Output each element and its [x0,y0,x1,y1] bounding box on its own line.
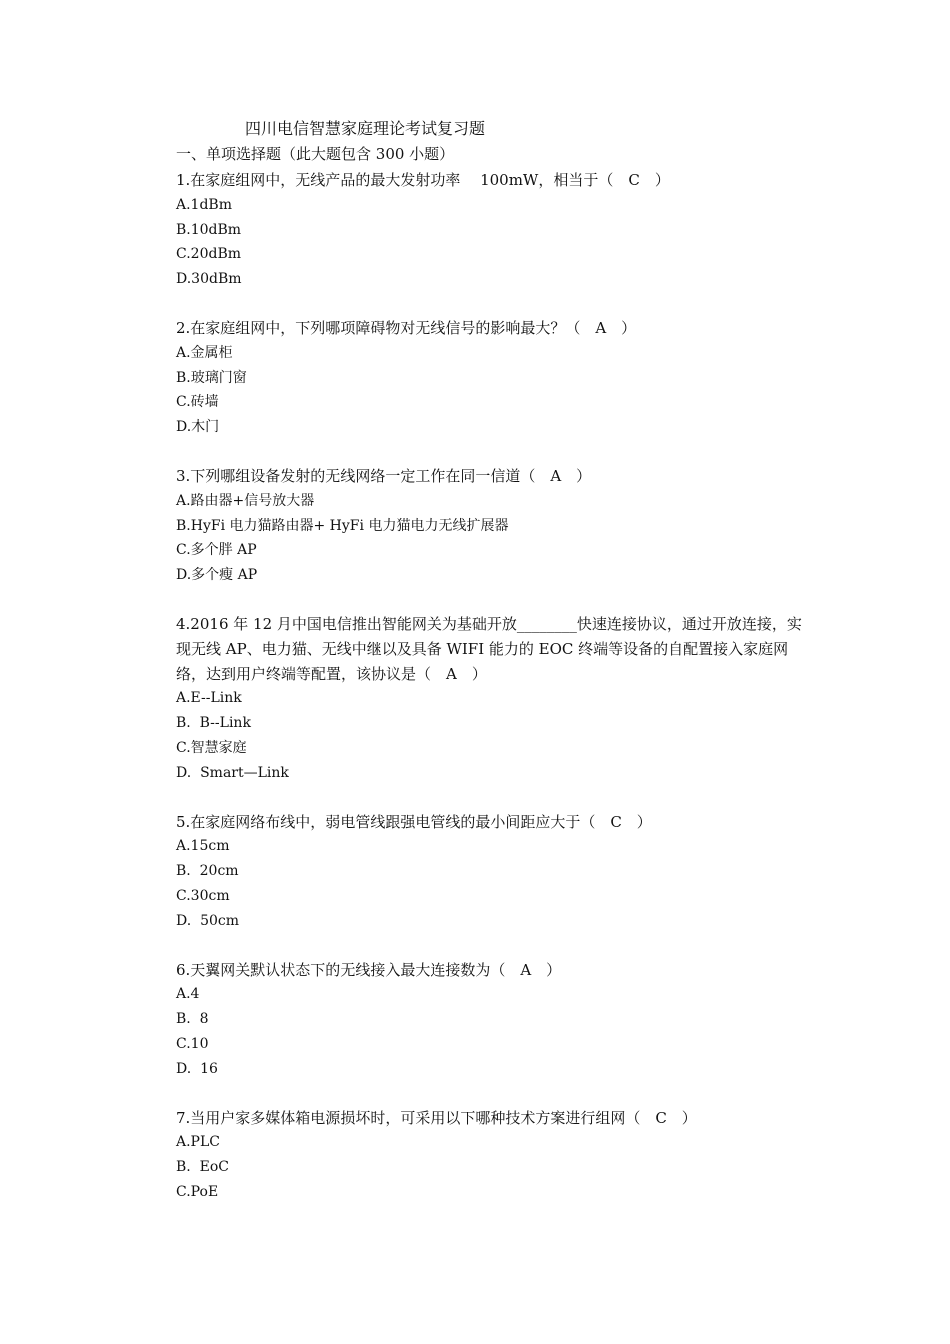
option-b: B. 8 [176,1011,209,1028]
option-b: B.10dBm [176,221,242,238]
option-a: A.4 [176,986,200,1003]
question-stem: 7.当用户家多媒体箱电源损坏时，可采用以下哪种技术方案进行组网（ C ） [176,1108,697,1127]
option-d: D.木门 [176,419,220,436]
option-a: A.金属柜 [176,344,233,361]
question-stem: 5.在家庭网络布线中，弱电管线跟强电管线的最小间距应大于（ C ） [176,812,652,831]
option-c: C.智慧家庭 [176,739,247,756]
question-1 [176,168,816,292]
question-5 [176,810,816,934]
option-d: D. Smart—Link [176,764,289,781]
option-b: B. B--Link [176,715,251,732]
option-d: D.30dBm [176,271,242,288]
question-stem: 4.2016 年 12 月中国电信推出智能网关为基础开放________快速连接协议，通过开放连接，实现无线 AP、电力猫、无线中继以及具备 WIFI 能力的 EOC 终端等设备的自配置接入家庭网络，达到用户终端等配置，该协议是（ A ） [176,614,802,683]
option-d: D. 50cm [176,912,240,929]
option-b: B. EoC [176,1159,229,1176]
option-c: C.30cm [176,887,230,904]
option-d: D.多个瘦 AP [176,567,258,584]
question-list [176,168,816,1229]
option-c: C.砖墙 [176,394,219,411]
question-3 [176,464,816,588]
option-a: A.PLC [176,1134,220,1151]
option-b: B.HyFi 电力猫路由器+ HyFi 电力猫电力无线扩展器 [176,517,509,534]
question-stem: 2.在家庭组网中，下列哪项障碍物对无线信号的影响最大？（ A ） [176,318,637,337]
option-a: A.1dBm [176,196,232,213]
option-d: D. 16 [176,1060,218,1077]
option-a: A.E--Link [176,690,242,707]
question-2 [176,316,816,440]
option-c: C.20dBm [176,246,242,263]
option-c: C.多个胖 AP [176,542,257,559]
option-a: A.15cm [176,838,230,855]
option-b: B. 20cm [176,863,239,880]
question-6 [176,958,816,1082]
question-7 [176,1106,816,1205]
question-stem: 3.下列哪组设备发射的无线网络一定工作在同一信道（ A ） [176,466,592,485]
document-title: 四川电信智慧家庭理论考试复习题 [245,119,486,138]
option-a: A.路由器+信号放大器 [176,492,315,509]
question-4 [176,612,816,786]
question-stem: 6.天翼网关默认状态下的无线接入最大连接数为（ A ） [176,960,562,979]
option-c: C.PoE [176,1183,219,1200]
section-heading: 一、单项选择题（此大题包含 300 小题） [176,145,455,163]
option-c: C.10 [176,1035,209,1052]
option-b: B.玻璃门窗 [176,369,247,386]
question-stem: 1.在家庭组网中，无线产品的最大发射功率 100mW，相当于（ C ） [176,171,670,189]
